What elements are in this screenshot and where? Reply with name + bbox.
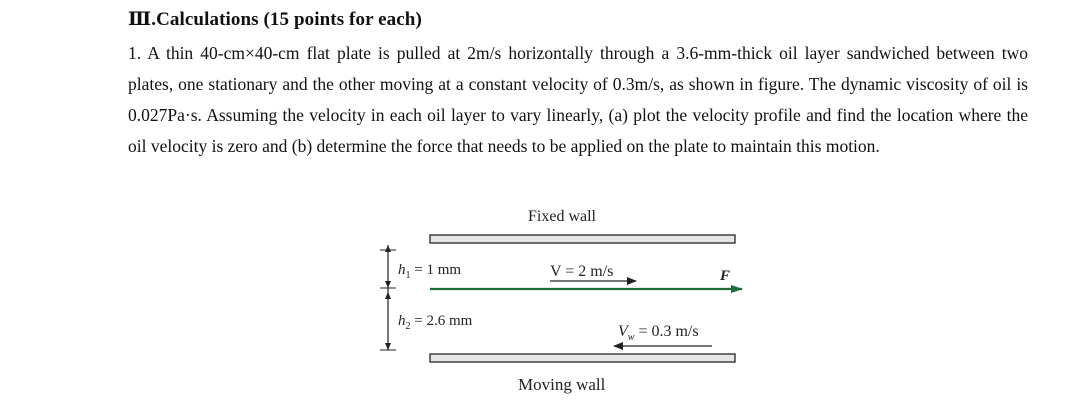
dimension-arrow-mid-down	[385, 281, 391, 288]
dimension-arrow-mid-up	[385, 292, 391, 299]
problem-text: 1. A thin 40-cm×40-cm flat plate is pulled at 2m/s horizontally through a 3.6-mm-thick oil layer sandwiched between two plates, one stationary and the other moving at a constant velocity of 0.3m/s, as shown in figure. The dynamic viscosity of oil is 0.027Pa·s. Assuming the velocity in each oil layer to vary linearly, (a) plot the velocity profile and find the location where the oil velocity is zero and (b) determine the force that needs to be applied on the plate to maintain this motion.	[128, 43, 1028, 156]
h1-symbol: h	[398, 262, 406, 278]
force-label: F	[720, 268, 731, 284]
h1-label	[398, 262, 461, 281]
wall-velocity-value: = 0.3 m/s	[634, 323, 699, 340]
wall-velocity-label	[618, 323, 699, 343]
wall-velocity-symbol: V	[618, 323, 628, 340]
plate-velocity-label: V = 2 m/s	[550, 263, 614, 280]
section-heading: Ⅲ.Calculations (15 points for each)	[128, 9, 422, 30]
dimension-arrow-bottom	[385, 343, 391, 350]
h1-value: = 1 mm	[410, 262, 462, 278]
wall-velocity-subscript: w	[627, 332, 635, 343]
fixed-wall	[430, 235, 735, 243]
h2-subscript: 2	[405, 321, 411, 332]
fixed-wall-label: Fixed wall	[528, 208, 596, 225]
h2-label	[398, 313, 473, 332]
h1-subscript: 1	[405, 270, 411, 281]
moving-wall	[430, 354, 735, 362]
h2-symbol: h	[398, 313, 406, 329]
dimension-arrow-top	[385, 245, 391, 252]
moving-wall-label: Moving wall	[518, 375, 606, 394]
h2-value: = 2.6 mm	[410, 313, 473, 329]
